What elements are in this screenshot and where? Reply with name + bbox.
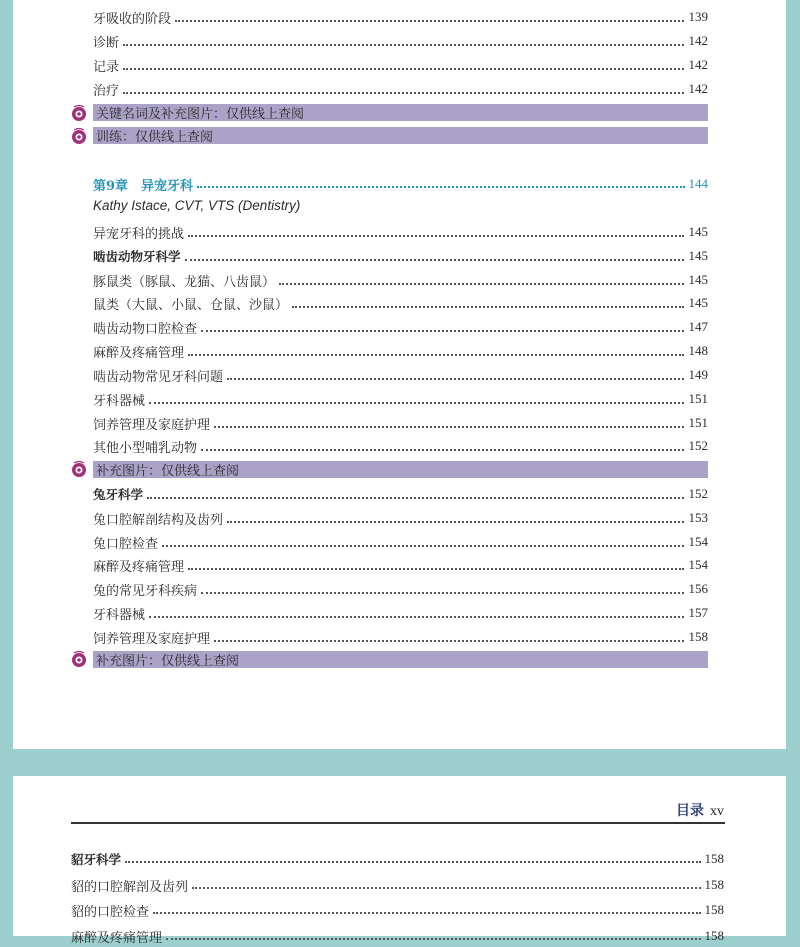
dot-leader: [197, 186, 684, 188]
toc-entry-label: 兔牙科学: [93, 487, 144, 502]
dot-leader: [153, 912, 700, 914]
toc-entry-page: 142: [688, 57, 708, 72]
toc-entry-page: 145: [688, 272, 708, 287]
toc-entry[interactable]: [93, 578, 708, 600]
dot-leader: [227, 377, 684, 380]
toc-section[interactable]: [93, 245, 708, 267]
toc-entry-label: 牙科器械: [93, 607, 146, 623]
dot-leader: [201, 448, 684, 451]
dot-leader: [279, 282, 684, 285]
running-header-label: 目录: [676, 803, 704, 819]
dot-leader: [201, 591, 684, 594]
chapter-title: 第9章 异宠牙科: [93, 178, 194, 194]
toc-section[interactable]: [93, 483, 708, 505]
toc-entry[interactable]: [93, 340, 708, 362]
dot-leader: [175, 19, 684, 22]
toc-entry-label: 兔口腔检查: [93, 536, 159, 552]
toc-entry-page: 151: [688, 391, 708, 406]
dot-leader: [147, 496, 684, 499]
chapter-heading[interactable]: [93, 173, 708, 195]
dot-leader: [188, 353, 684, 356]
toc-entry-label: 记录: [93, 59, 120, 75]
toc-entry-page: 154: [688, 534, 708, 549]
toc-entry-label: 牙吸收的阶段: [93, 11, 172, 27]
toc-entry[interactable]: [93, 292, 708, 314]
toc-entry-label: 牙科器械: [93, 393, 146, 409]
toc-entry-label: 豚鼠类（豚鼠、龙猫、八齿鼠）: [93, 274, 276, 290]
toc-entry-label: 诊断: [93, 35, 120, 51]
toc-entry-page: 152: [688, 438, 708, 453]
dot-leader: [188, 234, 684, 237]
toc-page-bottom: [13, 776, 786, 946]
dot-leader: [292, 305, 684, 308]
toc-entry-label: 啮齿动物牙科学: [93, 249, 181, 264]
dot-leader: [201, 329, 684, 332]
dot-leader: [125, 861, 700, 863]
toc-entry[interactable]: [93, 221, 708, 243]
toc-entry-page: 154: [688, 557, 708, 572]
toc-entry[interactable]: [93, 602, 708, 624]
chapter-author: Kathy Istace, CVT, VTS (Dentistry): [93, 198, 301, 213]
dot-leader: [214, 639, 684, 642]
toc-entry[interactable]: [71, 899, 724, 921]
toc-entry-page: 157: [688, 605, 708, 620]
toc-entry-page: 147: [688, 319, 708, 334]
header-rule: [71, 822, 725, 824]
toc-entry[interactable]: [93, 78, 708, 100]
online-note-band: 关键名词及补充图片：仅供线上查阅: [93, 104, 708, 121]
toc-entry[interactable]: [93, 316, 708, 338]
toc-entry-page: 145: [688, 224, 708, 239]
toc-entry-label: 饲养管理及家庭护理: [93, 631, 211, 647]
toc-entry[interactable]: [93, 6, 708, 28]
toc-entry[interactable]: [93, 435, 708, 457]
toc-section[interactable]: [71, 848, 724, 870]
dot-leader: [123, 43, 684, 46]
dot-leader: [149, 615, 684, 618]
running-header: [676, 800, 724, 820]
toc-entry-page: 158: [704, 928, 724, 943]
dot-leader: [123, 91, 684, 94]
toc-entry-label: 貂的口腔检查: [71, 904, 150, 920]
toc-entry-page: 152: [688, 486, 708, 501]
toc-entry-label: 异宠牙科的挑战: [93, 226, 185, 242]
toc-entry-page: 145: [688, 248, 708, 263]
toc-entry-page: 145: [688, 295, 708, 310]
dot-leader: [192, 887, 700, 889]
dot-leader: [149, 401, 684, 404]
toc-entry-page: 149: [688, 367, 708, 382]
dot-leader: [166, 938, 700, 940]
toc-entry-page: 142: [688, 81, 708, 96]
online-resource-icon: [70, 104, 88, 122]
online-resource-icon: [70, 460, 88, 478]
dot-leader: [123, 67, 684, 70]
dot-leader: [185, 258, 684, 261]
toc-entry-label: 貂牙科学: [71, 852, 122, 867]
toc-entry-page: 156: [688, 581, 708, 596]
toc-entry-label: 其他小型哺乳动物: [93, 440, 198, 456]
toc-entry-label: 啮齿动物口腔检查: [93, 321, 198, 337]
toc-entry[interactable]: [93, 507, 708, 529]
toc-entry-page: 158: [704, 902, 724, 917]
toc-entry[interactable]: [71, 874, 724, 896]
toc-entry-label: 啮齿动物常见牙科问题: [93, 369, 224, 385]
toc-entry-label: 兔口腔解剖结构及齿列: [93, 512, 224, 528]
toc-entry-page: 142: [688, 33, 708, 48]
toc-entry-page: 153: [688, 510, 708, 525]
toc-entry-page: 139: [688, 9, 708, 24]
toc-entry[interactable]: [93, 269, 708, 291]
online-note-band: 补充图片：仅供线上查阅: [93, 461, 708, 478]
toc-entry-label: 鼠类（大鼠、小鼠、仓鼠、沙鼠）: [93, 297, 289, 313]
toc-entry[interactable]: [93, 30, 708, 52]
dot-leader: [188, 567, 684, 570]
toc-entry-label: 麻醉及疼痛管理: [71, 930, 163, 946]
toc-entry[interactable]: [93, 412, 708, 434]
toc-entry-page: 151: [688, 415, 708, 430]
dot-leader: [227, 520, 684, 523]
online-resource-icon: [70, 650, 88, 668]
dot-leader: [162, 544, 684, 547]
toc-entry-page: 158: [704, 877, 724, 892]
online-note-band: 补充图片：仅供线上查阅: [93, 651, 708, 668]
toc-entry[interactable]: [93, 531, 708, 553]
toc-entry[interactable]: [93, 364, 708, 386]
online-note-band: 训练：仅供线上查阅: [93, 127, 708, 144]
toc-entry-page: 158: [704, 851, 724, 866]
toc-entry[interactable]: [93, 554, 708, 576]
toc-entry-label: 麻醉及疼痛管理: [93, 559, 185, 575]
toc-entry[interactable]: [93, 388, 708, 410]
dot-leader: [214, 425, 684, 428]
chapter-page: 144: [688, 176, 708, 191]
toc-entry-label: 麻醉及疼痛管理: [93, 345, 185, 361]
toc-entry[interactable]: [93, 54, 708, 76]
toc-entry-label: 兔的常见牙科疾病: [93, 583, 198, 599]
toc-entry[interactable]: [71, 925, 724, 947]
toc-entry-page: 148: [688, 343, 708, 358]
toc-entry[interactable]: [93, 626, 708, 648]
toc-entry-label: 貂的口腔解剖及齿列: [71, 879, 189, 895]
toc-entry-label: 饲养管理及家庭护理: [93, 417, 211, 433]
toc-entry-label: 治疗: [93, 83, 120, 99]
toc-entry-page: 158: [688, 629, 708, 644]
running-header-page: xv: [710, 804, 724, 819]
online-resource-icon: [70, 127, 88, 145]
